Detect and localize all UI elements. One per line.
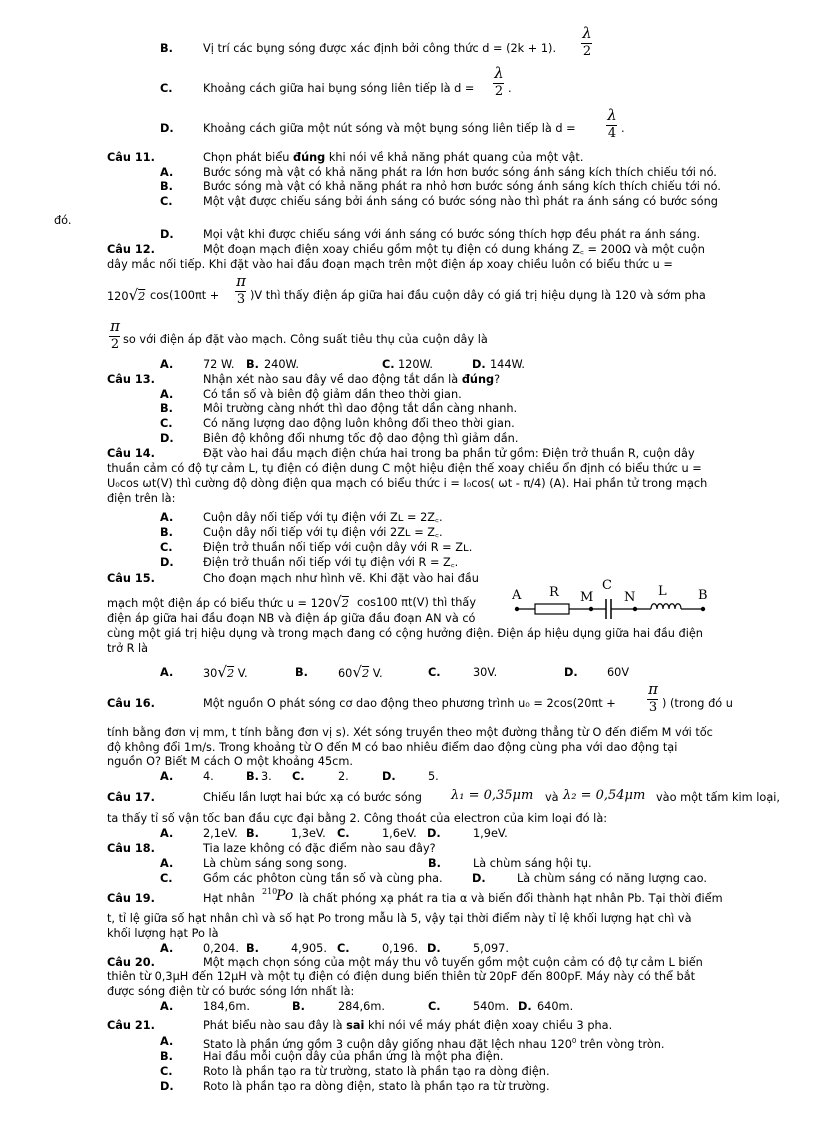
pi-over-3: π 3	[236, 272, 246, 307]
question-stem: Chọn phát biểu đúng khi nói về khả năng phát quang của một vật.	[203, 151, 584, 164]
option-label: B.	[160, 526, 173, 539]
option-label: D.	[382, 770, 396, 783]
option-text: Là chùm sáng song song.	[203, 857, 348, 870]
option-label: B.	[160, 180, 173, 193]
circuit-label-c: C	[602, 578, 612, 593]
option-label: C.	[160, 82, 173, 95]
mass-number: 210	[262, 887, 278, 896]
option-text: Bước sóng mà vật có khả năng phát ra nhỏ hơn bước sóng ánh sáng kích thích chiếu tới nó.	[203, 180, 721, 193]
option-label: C.	[337, 942, 350, 955]
option-text: Môi trường càng nhớt thì dao động tắt dần càng nhanh.	[203, 402, 518, 415]
option-text: 72 W.	[203, 358, 235, 371]
question-number: Câu 17.	[107, 791, 155, 804]
question-stem: cos100 πt(V) thì thấy	[357, 596, 477, 609]
option-text: Có năng lượng dao động luôn không đổi theo thời gian.	[203, 417, 515, 430]
option-text: Khoảng cách giữa một nút sóng và một bụng sóng liên tiếp là d =	[203, 122, 576, 135]
option-text: Stato là phần ứng gồm 3 cuộn dây giống nhau đặt lệch nhau $120^0$ trên vòng tròn.	[203, 1037, 665, 1051]
option-label: A.	[160, 1000, 174, 1013]
circuit-label-r: R	[549, 585, 559, 600]
option-text: 120W.	[398, 358, 434, 371]
option-label: D.	[472, 872, 486, 885]
option-text: Khoảng cách giữa hai bụng sóng liên tiếp là d =	[203, 82, 475, 95]
question-number: Câu 18.	[107, 842, 155, 855]
option-text: 60V	[607, 666, 630, 679]
lambda-1: λ₁ = 0,35μm	[451, 788, 534, 803]
question-number: Câu 16.	[107, 697, 155, 710]
option-text: 1,3eV.	[291, 827, 326, 840]
question-stem: Một mạch chọn sóng của một máy thu vô tuyến gồm một cuộn cảm có độ tự cảm L biến	[203, 956, 703, 969]
lambda-over-2: λ 2	[494, 64, 504, 99]
option-label: C.	[160, 541, 173, 554]
option-label: B.	[160, 402, 173, 415]
question-stem: Chiếu lần lượt hai bức xạ có bước sóng	[203, 791, 422, 804]
question-stem: Đặt vào hai đầu mạch điện chứa hai trong ba phần tử gồm: Điện trở thuần R, cuộn dây	[203, 447, 695, 460]
option-text: Cuộn dây nối tiếp với tụ điện với 2Zʟ = Z꜀.	[203, 526, 443, 539]
option-label: A.	[160, 827, 174, 840]
question-stem: thiên từ 0,3μH đến 12μH và một tụ điện có điện dung biến thiên từ 20pF đến 800pF. Máy này có thể bắt	[107, 970, 696, 983]
question-stem: nguồn O? Biết M cách O một khoảng 45cm.	[107, 755, 353, 768]
question-stem: cùng một giá trị hiệu dụng và trong mạch đang có cộng hưởng điện. Điện áp hiệu dụng giữa hai đầu điện	[107, 627, 703, 640]
option-text: Cuộn dây nối tiếp với tụ điện với Zʟ = 2Z꜀.	[203, 511, 443, 524]
question-stem: cos(100πt +	[150, 289, 220, 302]
option-label: B.	[295, 666, 308, 679]
question-stem: 120√2	[107, 286, 146, 304]
option-text: 4.	[203, 770, 214, 783]
option-label: C.	[160, 417, 173, 430]
question-stem: )V thì thấy điện áp giữa hai đầu cuộn dây có giá trị hiệu dụng là 120 và sớm pha	[250, 289, 706, 302]
option-text: 144W.	[490, 358, 526, 371]
question-stem: độ không đổi 1m/s. Trong khoảng từ O đến M có bao nhiêu điểm dao động cùng pha với dao động tại	[107, 741, 678, 754]
option-text: Có tần số và biên độ giảm dần theo thời gian.	[203, 388, 462, 401]
option-label: C.	[382, 358, 395, 371]
option-text: 284,6m.	[338, 1000, 385, 1013]
option-label: C.	[160, 195, 173, 208]
option-label: D.	[472, 358, 486, 371]
option-text: 30√2 V.	[203, 663, 248, 681]
option-label: D.	[427, 827, 441, 840]
question-stem: điện áp giữa hai đầu đoạn NB và điện áp giữa đầu đoạn AN và có	[107, 612, 476, 625]
question-stem: ) (trong đó u	[662, 697, 733, 710]
option-label: C.	[160, 872, 173, 885]
pi-over-3: π 3	[648, 680, 658, 715]
polonium-symbol: Po	[276, 888, 294, 904]
option-label: A.	[160, 857, 174, 870]
option-text: Gồm các phôton cùng tần số và cùng pha.	[203, 872, 443, 885]
question-stem: Hạt nhân	[203, 892, 255, 905]
option-text: 30V.	[473, 666, 498, 679]
option-text: Bước sóng mà vật có khả năng phát ra lớn hơn bước sóng ánh sáng kích thích chiếu tới nó.	[203, 166, 717, 179]
option-text: Điện trở thuần nối tiếp với tụ điện với R = Z꜀.	[203, 556, 459, 569]
question-stem: mạch một điện áp có biểu thức u = 120√2	[107, 593, 349, 611]
resistor-r	[535, 604, 569, 614]
option-text: 0,204.	[203, 942, 239, 955]
question-stem: Một đoạn mạch điện xoay chiều gồm một tụ điện có dung kháng Z꜀ = 200Ω và một cuộn	[203, 243, 705, 256]
question-number: Câu 11.	[107, 151, 155, 164]
question-stem: dây mắc nối tiếp. Khi đặt vào hai đầu đoạn mạch trên một điện áp xoay chiều luôn có biểu thức u =	[107, 258, 673, 271]
option-text: Là chùm sáng hội tụ.	[473, 857, 592, 870]
option-label: A.	[160, 666, 174, 679]
circuit-label-l: L	[658, 584, 667, 599]
option-text: Hai đầu mỗi cuộn dây của phần ứng là một pha điện.	[203, 1050, 504, 1063]
question-stem: thuần cảm có độ tự cảm L, tụ điện có điện dung C một hiệu điện thế xoay chiều ổn định có biểu thức u =	[107, 462, 702, 475]
option-text: 640m.	[537, 1000, 574, 1013]
question-stem: trở R là	[107, 642, 149, 655]
option-text: 184,6m.	[203, 1000, 250, 1013]
option-text: 240W.	[264, 358, 300, 371]
question-number: Câu 15.	[107, 572, 155, 585]
question-number: Câu 12.	[107, 243, 155, 256]
question-stem: Cho đoạn mạch như hình vẽ. Khi đặt vào hai đầu	[203, 572, 479, 585]
lambda-2: λ₂ = 0,54μm	[563, 788, 646, 803]
option-label: D.	[160, 556, 174, 569]
question-stem: tính bằng đơn vị mm, t tính bằng đơn vị s). Xét sóng truyền theo một đường thẳng từ O đến điểm M với tốc	[107, 726, 713, 739]
option-label: B.	[428, 857, 441, 870]
option-text: 0,196.	[382, 942, 418, 955]
option-text: Vị trí các bụng sóng được xác định bởi công thức d = (2k + 1).	[203, 42, 557, 55]
question-stem: khối lượng hạt Po là	[107, 927, 219, 940]
circuit-label-a: A	[512, 588, 522, 603]
option-label: B.	[246, 827, 259, 840]
option-label: C.	[337, 827, 350, 840]
option-label: D.	[160, 1080, 174, 1093]
option-label: C.	[428, 666, 441, 679]
option-label: B.	[246, 358, 259, 371]
option-label: B.	[246, 942, 259, 955]
option-text: 3.	[261, 770, 272, 783]
pi-over-2: π 2	[110, 317, 120, 352]
option-text: đó.	[54, 214, 72, 227]
option-label: C.	[160, 1065, 173, 1078]
option-label: A.	[160, 511, 174, 524]
option-label: B.	[292, 1000, 305, 1013]
question-stem: được sóng điện từ có bước sóng lớn nhất là:	[107, 985, 355, 998]
question-number: Câu 13.	[107, 373, 155, 386]
inductor-l	[651, 604, 681, 609]
option-label: C.	[428, 1000, 441, 1013]
question-stem: là chất phóng xạ phát ra tia α và biến đổi thành hạt nhân Pb. Tại thời điểm	[299, 892, 723, 905]
question-stem: vào một tấm kim loại,	[656, 791, 780, 804]
option-text: 4,905.	[291, 942, 327, 955]
question-stem: Một nguồn O phát sóng cơ dao động theo phương trình u₀ = 2cos(20πt +	[203, 697, 616, 710]
option-text: 1,6eV.	[382, 827, 417, 840]
question-stem: Phát biểu nào sau đây là sai khi nói về máy phát điện xoay chiều 3 pha.	[203, 1019, 613, 1032]
option-label: D.	[160, 432, 174, 445]
option-label: A.	[160, 942, 174, 955]
lambda-over-4: λ 4	[607, 106, 617, 141]
option-label: A.	[160, 388, 174, 401]
option-label: A.	[160, 166, 174, 179]
option-label: A.	[160, 358, 174, 371]
question-stem: điện trên là:	[107, 492, 176, 505]
question-number: Câu 14.	[107, 447, 155, 460]
option-text: Roto là phần tạo ra từ trường, stato là phần tạo ra dòng điện.	[203, 1065, 550, 1078]
option-text: Một vật được chiếu sáng bởi ánh sáng có bước sóng nào thì phát ra ánh sáng có bước sóng	[203, 195, 718, 208]
option-text: Mọi vật khi được chiếu sáng với ánh sáng có bước sóng thích hợp đều phát ra ánh sáng.	[203, 228, 701, 241]
lambda-over-2: λ 2	[582, 24, 592, 59]
option-text: Điện trở thuần nối tiếp với cuộn dây với R = Zʟ.	[203, 541, 473, 554]
option-label: A.	[160, 770, 174, 783]
question-stem: và	[545, 791, 559, 804]
option-label: B.	[160, 1050, 173, 1063]
question-stem: ta thấy tỉ số vận tốc ban đầu cực đại bằng 2. Công thoát của electron của kim loại đó là:	[107, 812, 608, 825]
option-text: Roto là phần tạo ra dòng điện, stato là phần tạo ra từ trường.	[203, 1080, 550, 1093]
option-text: 2,1eV.	[203, 827, 238, 840]
question-number: Câu 19.	[107, 892, 155, 905]
option-text: 5.	[428, 770, 439, 783]
question-stem: so với điện áp đặt vào mạch. Công suất tiêu thụ của cuộn dây là	[123, 333, 488, 346]
option-label: A.	[160, 1035, 174, 1048]
question-stem: t, tỉ lệ giữa số hạt nhân chì và số hạt Po trong mẫu là 5, vậy tại thời điểm này tỉ lệ khối lượng hạt chì và	[107, 912, 692, 925]
option-text: 540m.	[473, 1000, 510, 1013]
question-number: Câu 20.	[107, 956, 155, 969]
option-label: D.	[564, 666, 578, 679]
option-label: C.	[292, 770, 305, 783]
option-text: 60√2 V.	[338, 663, 383, 681]
option-text: 5,097.	[473, 942, 509, 955]
circuit-label-b: B	[698, 588, 708, 603]
circuit-label-n: N	[624, 590, 636, 605]
question-stem: Nhận xét nào sau đây về dao động tắt dần là đúng?	[203, 373, 501, 386]
option-label: D.	[427, 942, 441, 955]
option-label: D.	[518, 1000, 532, 1013]
question-stem: U₀cos ωt(V) thì cường độ dòng điện qua mạch có biểu thức i = I₀cos( ωt - π/4) (A). Hai phần tử trong mạch	[107, 477, 708, 490]
question-number: Câu 21.	[107, 1019, 155, 1032]
question-stem: Tia laze không có đặc điểm nào sau đây?	[203, 842, 436, 855]
circuit-label-m: M	[580, 590, 594, 605]
circuit-diagram	[508, 575, 718, 625]
option-label: D.	[160, 228, 174, 241]
option-text: Biên độ không đổi nhưng tốc độ dao động thì giảm dần.	[203, 432, 519, 445]
option-text: 2.	[338, 770, 349, 783]
option-text: Là chùm sáng có năng lượng cao.	[517, 872, 707, 885]
option-label: B.	[246, 770, 259, 783]
option-text: 1,9eV.	[473, 827, 508, 840]
option-label: D.	[160, 122, 174, 135]
option-label: B.	[160, 42, 173, 55]
